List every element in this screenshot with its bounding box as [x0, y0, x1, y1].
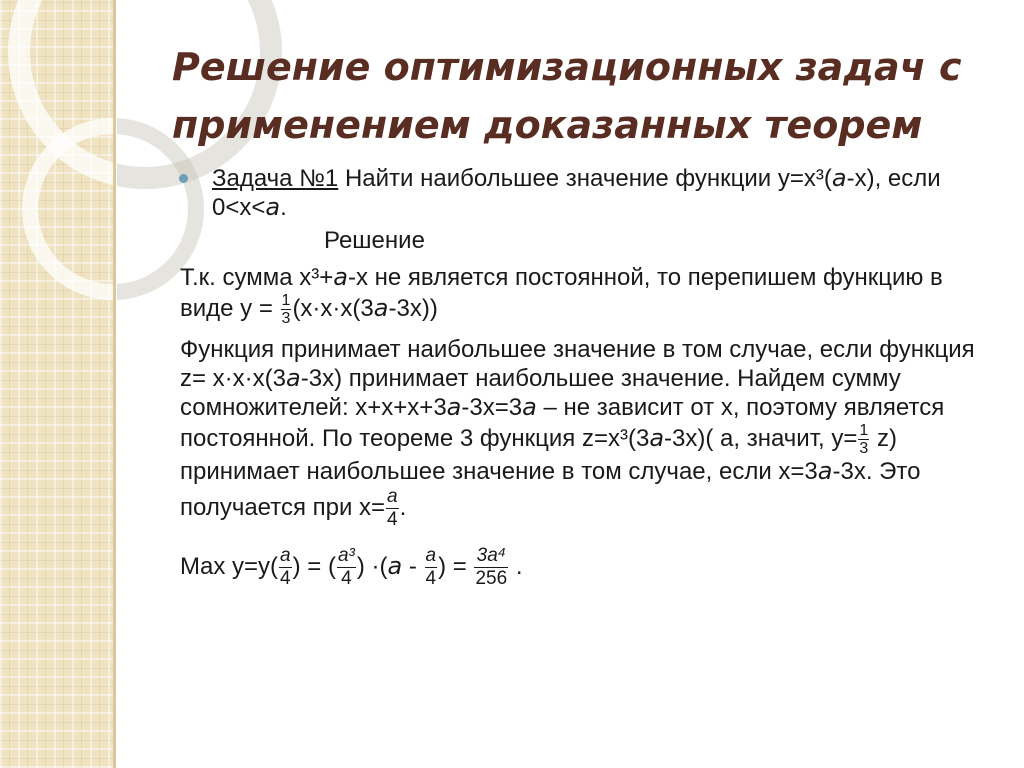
text-fragment: Функция принимает наибольшее значение в том случае, если функция z= х·х·х(3: [180, 336, 975, 392]
fraction-numerator: a: [387, 486, 398, 507]
text-fragment: ) = (: [292, 552, 336, 580]
problem-text-part: .: [280, 194, 287, 221]
fraction-numerator: a: [425, 545, 437, 566]
text-fragment: ) =: [438, 552, 474, 580]
text-fragment: .: [399, 493, 407, 521]
fraction-denominator: 256: [475, 568, 508, 589]
text-fragment: Т.к. сумма х³+: [180, 264, 334, 291]
variable-a: а: [387, 551, 403, 580]
slide-title: Решение оптимизационных задач с применением доказанных теорем: [172, 45, 962, 147]
fraction-denominator: 4: [425, 568, 437, 589]
band-edge-divider: [113, 0, 116, 768]
variable-a: а: [265, 193, 281, 221]
fraction-denominator: 4: [341, 568, 352, 589]
text-fragment: -3х=3: [461, 394, 523, 421]
variable-a: а: [373, 293, 389, 322]
solution-paragraph-1: [180, 263, 1000, 327]
decorative-ring-middle: [22, 118, 113, 300]
fraction-a-cubed-over-4: [337, 545, 356, 590]
fraction-denominator: 4: [387, 509, 398, 530]
variable-a: а: [522, 393, 537, 421]
text-fragment: – не зависит от х, поэтому является постоянной. По теореме 3 функция z=х³(3: [180, 394, 945, 452]
text-fragment: -3х)( а, значит, у=: [664, 424, 858, 452]
problem-label: Задача №1: [212, 165, 339, 192]
fraction-a-over-4: [425, 545, 438, 590]
text-fragment: (х·х·х(3: [292, 294, 374, 322]
text-fragment: Max у=у(: [180, 552, 279, 580]
variable-a: а: [831, 164, 847, 192]
fraction-a-over-4: [386, 486, 399, 531]
fraction-result: [474, 545, 508, 590]
problem-statement: [180, 164, 1000, 222]
fraction-one-third: [858, 422, 869, 457]
fraction-denominator: 4: [280, 568, 291, 589]
text-fragment: -: [402, 552, 424, 580]
slide-content: [180, 164, 1000, 590]
text-fragment: ) ·(: [356, 552, 388, 580]
decorative-left-band: [0, 0, 113, 768]
text-fragment: .: [509, 552, 523, 580]
fraction-numerator: 1: [859, 422, 869, 439]
problem-text-part: Найти наибольшее значение функции у=х³(: [338, 165, 832, 192]
text-fragment: -3х) принимает наибольшее значение. Найдем сумму сомножителей: х+х+х+3: [180, 365, 901, 421]
solution-heading: Решение: [324, 227, 425, 254]
variable-a: а: [333, 263, 348, 291]
problem-text-part: -х), если 0<х<: [212, 165, 941, 221]
text-fragment: -3х. Это получается при х=: [180, 458, 921, 521]
variable-a: а: [649, 423, 665, 452]
fraction-a-over-4: [279, 545, 292, 590]
fraction-numerator: 1: [281, 292, 291, 309]
text-fragment: z) принимает наибольшее значение в том случае, если х=3: [180, 424, 897, 485]
bullet-dot-icon: [179, 174, 188, 183]
max-value-formula: [180, 545, 1000, 590]
fraction-one-third: [281, 292, 292, 327]
solution-paragraph-2: [180, 335, 1000, 531]
text-fragment: -3х)): [388, 294, 438, 322]
variable-a: а: [817, 457, 833, 485]
variable-a: а: [446, 393, 462, 421]
variable-a: а: [286, 364, 301, 392]
fraction-numerator: a: [280, 545, 291, 566]
fraction-numerator: 3a⁴: [474, 545, 508, 568]
text-fragment: -х не является постоянной, то перепишем функцию в виде у =: [180, 264, 943, 322]
fraction-denominator: 3: [281, 310, 291, 327]
fraction-denominator: 3: [859, 440, 869, 457]
fraction-numerator: a³: [337, 545, 355, 566]
